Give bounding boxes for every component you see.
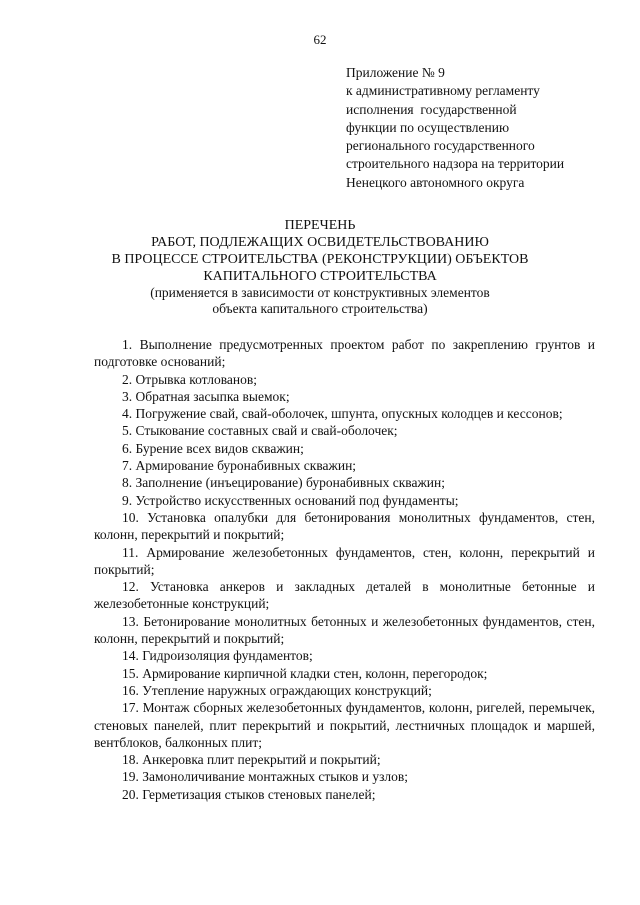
list-item: 1. Выполнение предусмотренных проектом работ по закреплению грунтов и подготовке оснований; <box>94 337 595 370</box>
appendix-line: регионального государственного <box>346 138 535 154</box>
title-line: РАБОТ, ПОДЛЕЖАЩИХ ОСВИДЕТЕЛЬСТВОВАНИЮ <box>151 235 489 250</box>
list-item: 6. Бурение всех видов скважин; <box>122 440 304 456</box>
list-item: 15. Армирование кирпичной кладки стен, колонн, перегородок; <box>122 665 488 681</box>
list-item: 13. Бетонирование монолитных бетонных и железобетонных фундаментов, стен, колонн, перекрытий и покрытий; <box>94 613 595 647</box>
title-line: КАПИТАЛЬНОГО СТРОИТЕЛЬСТВА <box>203 269 437 284</box>
list-item: 9. Устройство искусственных оснований под фундаменты; <box>122 492 459 508</box>
title-line: В ПРОЦЕССЕ СТРОИТЕЛЬСТВА (РЕКОНСТРУКЦИИ) ОБЪЕКТОВ <box>111 252 529 267</box>
appendix-line: Приложение № 9 <box>346 65 445 80</box>
subtitle-line: объекта капитального строительства) <box>212 301 428 316</box>
list-item: 2. Отрывка котлованов; <box>122 371 258 387</box>
appendix-header <box>346 64 616 192</box>
appendix-line: исполнения государственной <box>346 101 517 117</box>
appendix-line: Ненецкого автономного округа <box>346 174 525 190</box>
appendix-line: функции по осуществлению <box>346 119 510 135</box>
appendix-line: строительного надзора на территории <box>346 156 565 172</box>
works-list <box>94 336 595 803</box>
list-item: 8. Заполнение (инъецирование) буронабивных скважин; <box>122 475 445 491</box>
list-item: 20. Герметизация стыков стеновых панелей; <box>122 786 376 802</box>
page-number: 62 <box>313 32 327 47</box>
list-item: 7. Армирование буронабивных скважин; <box>122 458 357 474</box>
document-title <box>0 217 640 317</box>
list-item: 4. Погружение свай, свай-оболочек, шпунта, опускных колодцев и кессонов; <box>122 406 563 422</box>
list-item: 12. Установка анкеров и закладных деталей в монолитные бетонные и железобетонные конструкций; <box>94 579 595 612</box>
list-item: 14. Гидроизоляция фундаментов; <box>122 648 313 664</box>
list-item: 3. Обратная засыпка выемок; <box>122 388 290 404</box>
title-line: ПЕРЕЧЕНЬ <box>284 218 356 233</box>
list-item: 10. Установка опалубки для бетонирования монолитных фундаментов, стен, колонн, перекрытий и покрытий; <box>94 509 595 543</box>
list-item: 5. Стыкование составных свай и свай-оболочек; <box>122 423 398 439</box>
list-item: 11. Армирование железобетонных фундаментов, стен, колонн, перекрытий и покрытий; <box>94 544 595 577</box>
list-item: 17. Монтаж сборных железобетонных фундаментов, колонн, ригелей, перемычек, стеновых панелей, плит перекрытий и покрытий, лестничных площадок и маршей, вентблоков, балконных плит; <box>94 700 595 750</box>
list-item: 18. Анкеровка плит перекрытий и покрытий; <box>122 752 381 768</box>
subtitle-line: (применяется в зависимости от конструктивных элементов <box>150 285 490 300</box>
appendix-line: к административному регламенту <box>346 83 540 99</box>
list-item: 19. Замоноличивание монтажных стыков и узлов; <box>122 769 409 785</box>
list-item: 16. Утепление наружных ограждающих конструкций; <box>122 682 432 698</box>
